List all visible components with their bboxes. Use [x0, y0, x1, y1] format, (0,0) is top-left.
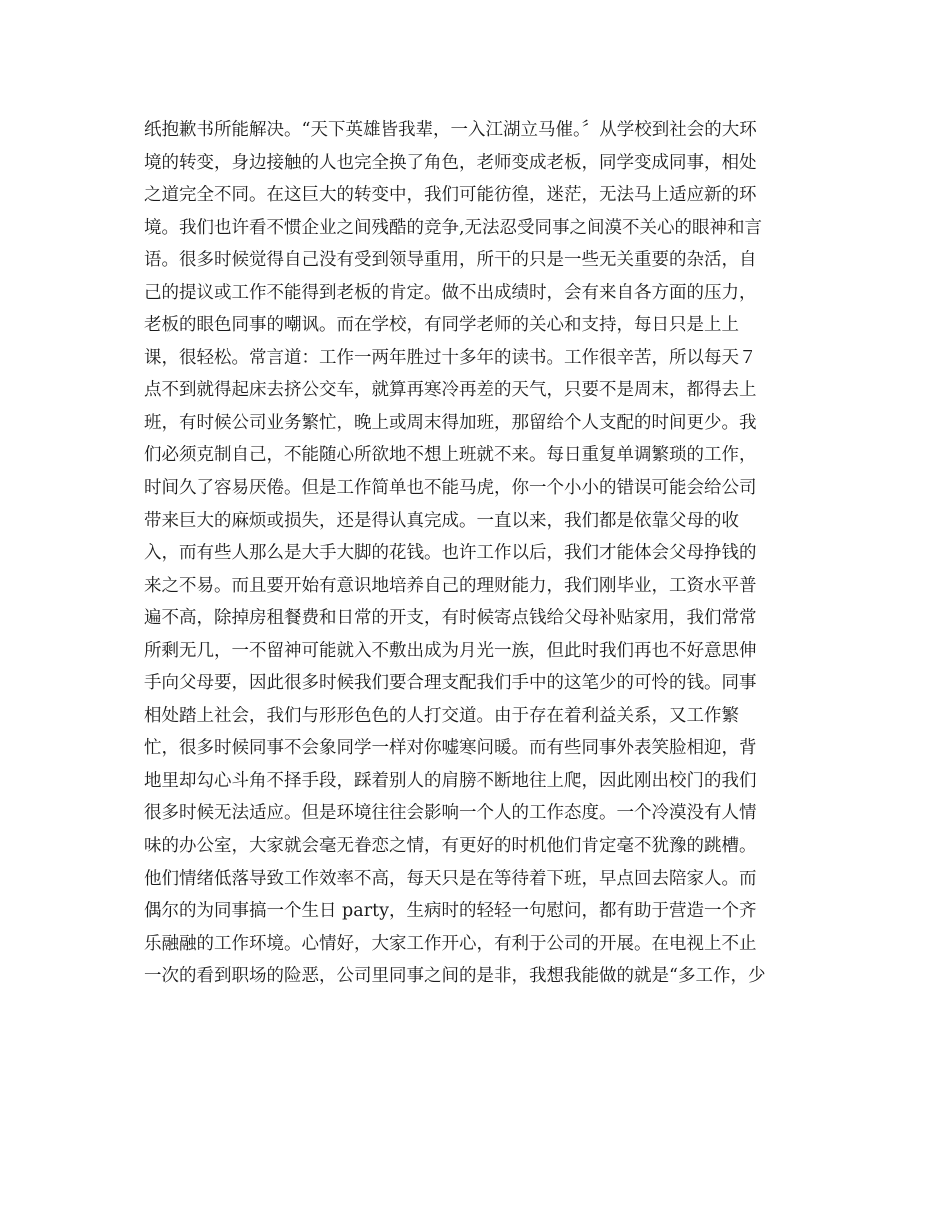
text-line: 他们情绪低落导致工作效率不高，每天只是在等待着下班，早点回去陪家人。而 — [144, 868, 757, 889]
text-line: 一次的看到职场的险恶，公司里同事之间的是非，我想我能做的就是“多工作，少 — [144, 966, 766, 987]
text-line: 入，而有些人那么是大手大脚的花钱。也许工作以后，我们才能体会父母挣钱的 — [144, 543, 757, 564]
text-line: 很多时候无法适应。但是环境往往会影响一个人的工作态度。一个冷漠没有人情 — [144, 803, 757, 824]
text-line: 己的提议或工作不能得到老板的肯定。做不出成绩时，会有来自各方面的压力， — [144, 282, 757, 303]
text-line: 境的转变，身边接触的人也完全换了角色，老师变成老板，同学变成同事，相处 — [144, 152, 757, 173]
text-line: 语。很多时候觉得自己没有受到领导重用，所干的只是一些无关重要的杂活，自 — [144, 250, 757, 271]
body-text — [144, 114, 809, 993]
text-line: 偶尔的为同事搞一个生日 party，生病时的轻轻一句慰问，都有助于营造一个齐 — [144, 901, 757, 922]
text-line: 境。我们也许看不惯企业之间残酷的竞争,无法忍受同事之间漠不关心的眼神和言 — [144, 217, 763, 238]
text-line: 味的办公室，大家就会毫无眷恋之情，有更好的时机他们肯定毫不犹豫的跳槽。 — [144, 836, 757, 857]
text-line: 时间久了容易厌倦。但是工作简单也不能马虎，你一个小小的错误可能会给公司 — [144, 478, 757, 499]
text-line: 们必须克制自己，不能随心所欲地不想上班就不来。每日重复单调繁琐的工作， — [144, 445, 757, 466]
text-line: 遍不高，除掉房租餐费和日常的开支，有时候寄点钱给父母补贴家用，我们常常 — [144, 608, 757, 629]
text-line: 纸抱歉书所能解决。“天下英雄皆我辈，一入江湖立马催。〞从学校到社会的大环 — [144, 120, 757, 140]
text-line: 带来巨大的麻烦或损失，还是得认真完成。一直以来，我们都是依靠父母的收 — [144, 510, 739, 531]
text-line: 乐融融的工作环境。心情好，大家工作开心，有利于公司的开展。在电视上不止 — [144, 933, 757, 954]
text-line: 忙，很多时候同事不会象同学一样对你嘘寒问暖。而有些同事外表笑脸相迎，背 — [144, 738, 757, 759]
text-line: 所剩无几，一不留神可能就入不敷出成为月光一族，但此时我们再也不好意思伸 — [144, 640, 757, 661]
text-line: 点不到就得起床去挤公交车，就算再寒冷再差的天气，只要不是周末，都得去上 — [144, 380, 757, 401]
text-line: 老板的眼色同事的嘲讽。而在学校，有同学老师的关心和支持，每日只是上上 — [144, 315, 739, 336]
text-line: 课，很轻松。常言道：工作一两年胜过十多年的读书。工作很辛苦，所以每天７ — [144, 347, 757, 368]
text-line: 地里却勾心斗角不择手段，踩着别人的肩膀不断地往上爬，因此刚出校门的我们 — [144, 770, 757, 791]
text-line: 班，有时候公司业务繁忙，晚上或周末得加班，那留给个人支配的时间更少。我 — [144, 412, 757, 433]
text-line: 手向父母要，因此很多时候我们要合理支配我们手中的这笔少的可怜的钱。同事 — [144, 673, 757, 694]
text-line: 来之不易。而且要开始有意识地培养自己的理财能力，我们刚毕业，工资水平普 — [144, 575, 757, 596]
text-line: 相处踏上社会，我们与形形色色的人打交道。由于存在着利益关系，又工作繁 — [144, 705, 739, 726]
text-line: 之道完全不同。在这巨大的转变中，我们可能彷徨，迷茫，无法马上适应新的环 — [144, 185, 757, 206]
